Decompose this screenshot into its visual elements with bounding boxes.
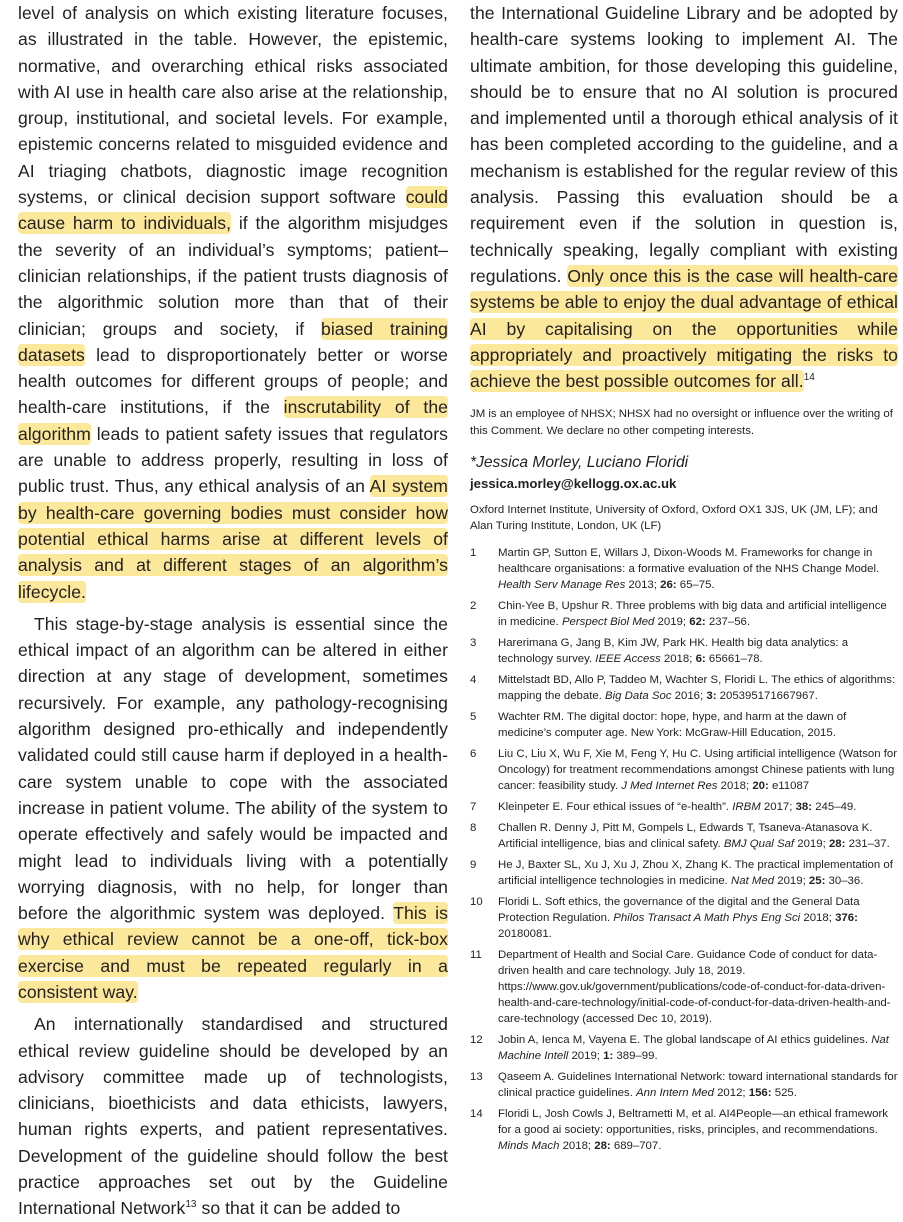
- reference-item: [470, 820, 898, 852]
- left-paragraph-3: [18, 1011, 448, 1221]
- reference-volume: 156:: [748, 1087, 772, 1100]
- highlighted-text: This is why ethical review cannot be a one-off, tick-box exercise and must be repeated regularly in a consistent way.: [18, 903, 448, 1002]
- reference-number: 2: [470, 599, 477, 612]
- reference-journal: Minds Mach: [498, 1140, 560, 1153]
- reference-year: 2018;: [717, 780, 753, 793]
- left-paragraph-3-text: An internationally standardised and structured ethical review guideline should be developed by an advisory committee made up of technologists, clinicians, bioethicists and data ethicists, lawyers, human rights experts, and patient representatives. Development of the guideline should follow the best practice approaches set out by the Guideline International Network: [18, 1014, 448, 1219]
- reference-item: [470, 1106, 898, 1154]
- reference-item: [470, 746, 898, 794]
- reference-citation: Kleinpeter E. Four ethical issues of “e-health”.: [498, 800, 733, 813]
- reference-number: 7: [470, 800, 477, 813]
- reference-item: [470, 672, 898, 704]
- body-text: lead to disproportionately better or worse health outcomes for different groups of people; and health-care institutions, if the: [18, 344, 448, 418]
- reference-text: [498, 947, 898, 1027]
- reference-journal: IEEE Access: [595, 652, 661, 665]
- reference-number: 1: [470, 546, 477, 559]
- reference-citation: Harerimana G, Jang B, Kim JW, Park HK. Health big data analytics: a technology survey.: [498, 636, 849, 665]
- reference-text: [498, 894, 898, 942]
- reference-number: 3: [470, 636, 477, 649]
- reference-pages: 237–56.: [705, 616, 751, 628]
- reference-journal: Nat Machine Intell: [498, 1034, 889, 1063]
- reference-volume: 20:: [752, 780, 769, 793]
- reference-journal: Health Serv Manage Res: [498, 579, 626, 592]
- highlighted-text: inscrutability of the algorithm: [18, 397, 448, 444]
- reference-text: [498, 545, 898, 593]
- body-text: if the algorithm misjudges the severity of an individual’s symptoms; patient–clinician relationships, if the patient trusts diagnosis of the algorithmic solution more than that of their clinician; groups and society, if: [18, 213, 448, 339]
- reference-number: 10: [470, 895, 483, 908]
- reference-year: 2019;: [774, 874, 809, 887]
- reference-year: 2019;: [794, 837, 829, 850]
- reference-volume: 6:: [695, 652, 706, 665]
- reference-number: 13: [470, 1071, 483, 1084]
- left-paragraph-1: [18, 0, 448, 605]
- reference-item: [470, 799, 898, 815]
- reference-citation: Wachter RM. The digital doctor: hope, hype, and harm at the dawn of medicine’s computer age. New York: McGraw-Hill Education, 2015.: [498, 710, 847, 739]
- reference-journal: Perspect Biol Med: [561, 616, 655, 628]
- highlighted-text: AI system by health-care governing bodies must consider how potential ethical harms arise at different levels of analysis and at different stages of an algorithm’s lifecycle.: [18, 476, 448, 602]
- reference-volume: 25:: [808, 874, 826, 887]
- right-column: [470, 0, 898, 1159]
- reference-year: 2018;: [660, 652, 696, 665]
- right-paragraph-1-body: [470, 3, 898, 392]
- reference-text: [498, 1106, 898, 1154]
- reference-number: 12: [470, 1034, 483, 1047]
- reference-journal: Nat Med: [731, 874, 775, 887]
- reference-year: 2017;: [760, 800, 796, 813]
- reference-item: [470, 857, 898, 889]
- left-paragraph-2: [18, 611, 448, 1005]
- reference-year: 2018;: [800, 911, 836, 924]
- reference-pages: 389–99.: [613, 1050, 658, 1063]
- reference-journal: IRBM: [732, 800, 761, 813]
- reference-item: [470, 598, 898, 630]
- reference-number: 11: [470, 948, 482, 961]
- reference-list: [470, 545, 898, 1155]
- reference-text: [498, 1069, 898, 1101]
- author-names: *Jessica Morley, Luciano Floridi: [470, 453, 689, 471]
- reference-citation: Qaseem A. Guidelines International Network: toward international standards for clinical practice guidelines.: [498, 1071, 898, 1100]
- reference-text: [498, 635, 898, 667]
- reference-text: [498, 1032, 898, 1064]
- reference-volume: 1:: [603, 1050, 614, 1063]
- citation-14[interactable]: 14: [803, 372, 815, 384]
- reference-number: 5: [470, 710, 477, 723]
- reference-journal: BMJ Qual Saf: [723, 837, 795, 850]
- reference-citation: Floridi L. Soft ethics, the governance of the digital and the General Data Protection Regulation.: [498, 895, 860, 924]
- reference-text: [498, 672, 898, 704]
- highlighted-text: biased training datasets: [18, 318, 449, 365]
- reference-volume: 3:: [706, 689, 717, 702]
- reference-volume: 38:: [795, 800, 813, 813]
- reference-volume: 26:: [660, 579, 677, 592]
- reference-text: [498, 799, 898, 815]
- reference-volume: 376:: [835, 911, 858, 924]
- reference-year: 2018;: [559, 1140, 595, 1153]
- reference-citation: Jobin A, Ienca M, Vayena E. The global landscape of AI ethics guidelines.: [498, 1034, 872, 1047]
- reference-year: 2012;: [713, 1087, 749, 1100]
- citation-13[interactable]: 13: [185, 1199, 197, 1211]
- reference-citation: Floridi L, Josh Cowls J, Beltrametti M, et al. AI4People—an ethical framework for a good ai society: opportunities, risks, principles, and recommendations.: [498, 1108, 888, 1137]
- reference-citation: He J, Baxter SL, Xu J, Xu J, Zhou X, Zhang K. The practical implementation of artificial intelligence technologies in medicine.: [498, 858, 893, 887]
- reference-journal: J Med Internet Res: [621, 780, 718, 793]
- reference-pages: 65–75.: [676, 579, 715, 592]
- reference-item: [470, 1032, 898, 1064]
- left-column: [18, 0, 448, 1222]
- reference-citation: Department of Health and Social Care. Guidance Code of conduct for data-driven health and care technology. July 18, 2019. https://www.gov.uk/government/publications/code-of-conduct-for-data-driven-health-and-care-technology/initial-code-of-conduct-for-data-driven-health-and-care-technology (accessed Dec 10, 2019).: [498, 948, 891, 1026]
- reference-year: 2019;: [568, 1050, 604, 1063]
- reference-number: 6: [470, 747, 477, 760]
- reference-text: [498, 746, 898, 794]
- reference-item: [470, 635, 898, 667]
- body-text: level of analysis on which existing literature focuses, as illustrated in the table. However, the epistemic, normative, and overarching ethical risks associated with AI use in health care also arise at the relationship, group, institutional, and societal levels. For example, epistemic concerns related to misguided evidence and AI triaging chatbots, diagnostic image recognition systems, or clinical decision support software: [18, 3, 448, 208]
- reference-citation: Mittelstadt BD, Allo P, Taddeo M, Wachter S, Floridi L. The ethics of algorithms: mapping the debate.: [498, 673, 896, 702]
- reference-volume: 28:: [594, 1140, 611, 1153]
- reference-journal: Philos Transact A Math Phys Eng Sci: [613, 911, 801, 924]
- reference-volume: 28:: [828, 837, 846, 850]
- reference-item: [470, 947, 898, 1027]
- body-text: This stage-by-stage analysis is essential since the ethical impact of an algorithm can be altered in either direction at any stage of development, sometimes recursively. For example, any pathology-recognising algorithm designed pro-ethically and independently validated could still cause harm if deployed in a health-care system unable to cope with the associated increase in patient volume. The ability of the system to operate effectively and safely would be impacted and might lead to individuals living with a potentially worrying diagnosis, with no help, for longer than before the algorithmic system was deployed.: [18, 613, 448, 924]
- reference-pages: e11087: [768, 780, 810, 793]
- reference-number: 4: [470, 673, 477, 686]
- author-affiliation: Oxford Internet Institute, University of Oxford, Oxford OX1 3JS, UK (JM, LF); and Alan Turing Institute, London, UK (LF): [470, 503, 878, 533]
- body-text: the International Guideline Library and be adopted by health-care systems looking to implement AI. The ultimate ambition, for those developing this guideline, should be to ensure that no AI solution is procured and implemented until a thorough ethical analysis of it has been completed according to the guideline, and a mechanism is established for the regular review of this analysis. Passing this evaluation should be a requirement even if the solution in question is, technically speaking, legally compliant with existing regulations.: [470, 3, 898, 286]
- reference-pages: 245–49.: [812, 800, 857, 813]
- reference-number: 9: [470, 858, 477, 871]
- reference-number: 14: [470, 1108, 483, 1121]
- reference-item: [470, 709, 898, 741]
- reference-item: [470, 894, 898, 942]
- reference-pages: 525.: [771, 1087, 797, 1100]
- highlighted-text: Only once this is the case will health-care systems be able to enjoy the dual advantage of ethical AI by capitalising on the opportunities while appropriately and proactively mitigating the risks to achieve the best possible outcomes for all.: [470, 265, 898, 392]
- reference-citation: Liu C, Liu X, Wu F, Xie M, Feng Y, Hu C. Using artificial intelligence (Watson for Oncology) for treatment recommendations amongst Chinese patients with lung cancer: feasibility study.: [498, 747, 898, 793]
- reference-citation: Chin-Yee B, Upshur R. Three problems with big data and artificial intelligence in medicine.: [498, 599, 887, 628]
- reference-text: [498, 709, 898, 741]
- reference-citation: Martin GP, Sutton E, Willars J, Dixon-Woods M. Frameworks for change in healthcare organisations: a formative evaluation of the NHS Change Model.: [498, 546, 880, 575]
- reference-citation: Challen R. Denny J, Pitt M, Gompels L, Edwards T, Tsaneva-Atanasova K. Artificial intelligence, bias and clinical safety.: [498, 821, 873, 850]
- author-email-link[interactable]: jessica.morley@kellogg.ox.ac.uk: [470, 475, 677, 491]
- reference-text: [498, 598, 898, 630]
- reference-journal: Big Data Soc: [605, 689, 672, 702]
- reference-year: 2016;: [671, 689, 707, 702]
- reference-year: 2013;: [625, 579, 661, 592]
- reference-pages: 205395171667967.: [716, 689, 818, 702]
- reference-item: [470, 545, 898, 593]
- reference-number: 8: [470, 821, 477, 834]
- highlighted-text: could cause harm to individuals,: [18, 187, 448, 234]
- reference-pages: 231–37.: [845, 837, 890, 850]
- reference-pages: 20180081.: [498, 927, 552, 940]
- reference-volume: 62:: [689, 616, 706, 628]
- reference-year: 2019;: [654, 616, 690, 628]
- right-paragraph-1: [470, 0, 898, 394]
- reference-journal: Ann Intern Med: [636, 1087, 714, 1100]
- reference-text: [498, 857, 898, 889]
- left-paragraph-3-tail: so that it can be added to: [196, 1198, 401, 1219]
- reference-pages: 30–36.: [825, 874, 864, 887]
- reference-pages: 689–707.: [610, 1140, 662, 1153]
- competing-interests: JM is an employee of NHSX; NHSX had no oversight or influence over the writing of this Comment. We declare no other competing interests.: [470, 408, 893, 438]
- body-text: leads to patient safety issues that regulators are unable to address properly, resulting in loss of public trust. Thus, any ethical analysis of an: [18, 423, 448, 497]
- reference-text: [498, 820, 898, 852]
- reference-pages: 65661–78.: [705, 652, 763, 665]
- reference-item: [470, 1069, 898, 1101]
